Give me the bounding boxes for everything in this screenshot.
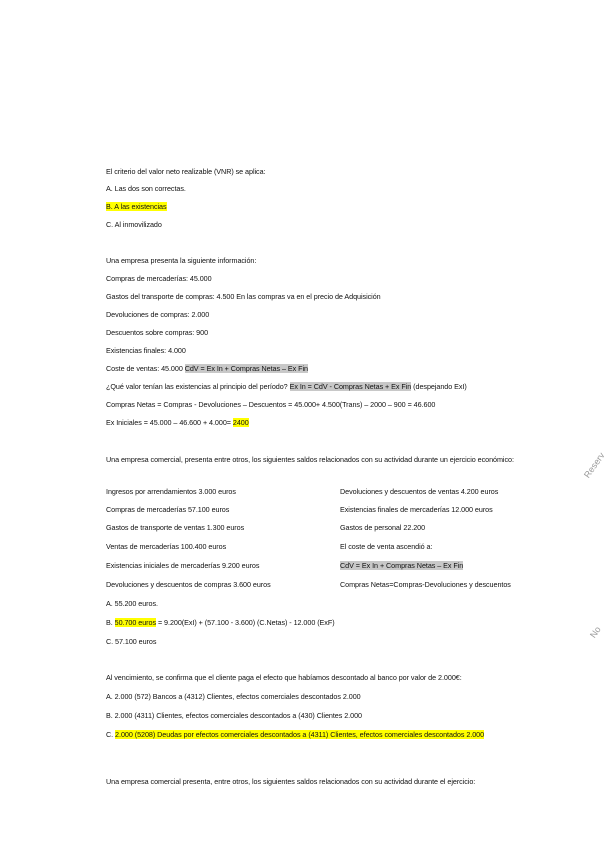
q3-left-5: Existencias iniciales de mercaderías 9.200 euros (106, 561, 260, 570)
q3-right-6: Compras Netas=Compras-Devoluciones y descuentos (340, 580, 511, 589)
q4-option-c-answer: 2.000 (5208) Deudas por efectos comerciales descontados a (4311) Clientes, efectos comerciales descontados 2.000 (115, 730, 485, 739)
q3-option-b-answer: 50.700 euros (114, 618, 157, 627)
q3-option-b-prefix: B. (106, 618, 115, 627)
q2-line-5: Existencias finales: 4.000 (106, 346, 186, 355)
q1-option-b (106, 202, 167, 211)
q2-cost-label: Coste de ventas: 45.000 (106, 364, 185, 373)
q1-option-c: C. Al inmovilizado (106, 220, 162, 229)
q3-left-3: Gastos de transporte de ventas 1.300 euros (106, 523, 245, 532)
q2-ask-line (106, 382, 467, 391)
q2-cost-formula: CdV = Ex In + Compras Netas – Ex Fin (184, 364, 308, 373)
q5-intro: Una empresa comercial presenta, entre otros, los siguientes saldos relacionados con su actividad durante el ejercicio: (106, 777, 476, 786)
q2-line-3: Devoluciones de compras: 2.000 (106, 310, 210, 319)
q3-right-5 (340, 561, 463, 570)
q3-option-b-calc: = 9.200(ExI) + (57.100 - 3.600) (C.Netas) - 12.000 (ExF) (156, 618, 335, 627)
watermark-text-1: Reserv (582, 450, 607, 480)
q3-right-1: Devoluciones y descuentos de ventas 4.200 euros (340, 487, 499, 496)
q3-right-4: El coste de venta ascendió a: (340, 542, 433, 551)
q2-line-1: Compras de mercaderías: 45.000 (106, 274, 212, 283)
watermark-text-2: No (588, 624, 603, 640)
q3-cdv-formula: CdV = Ex In + Compras Netas – Ex Fin (340, 561, 464, 570)
q2-ini-answer: 2400 (232, 418, 249, 427)
q2-netas: Compras Netas = Compras - Devoluciones – Descuentos = 45.000+ 4.500(Trans) – 2000 – 900 = 46.600 (106, 400, 436, 409)
q3-left-2: Compras de mercaderías 57.100 euros (106, 505, 230, 514)
q3-left-1: Ingresos por arrendamientos 3.000 euros (106, 487, 236, 496)
q4-option-b: B. 2.000 (4311) Clientes, efectos comerciales descontados a (430) Clientes 2.000 (106, 711, 362, 720)
q3-intro: Una empresa comercial, presenta entre otros, los siguientes saldos relacionados con su actividad durante un ejercicio económico: (106, 455, 514, 464)
q2-iniciales-line (106, 418, 249, 427)
q4-option-a: A. 2.000 (572) Bancos a (4312) Clientes, efectos comerciales descontados 2.000 (106, 692, 361, 701)
q2-ask-formula: Ex In = CdV - Compras Netas + Ex Fin (289, 382, 412, 391)
q2-line-2: Gastos del transporte de compras: 4.500 En las compras va en el precio de Adquisición (106, 292, 381, 301)
q2-ask-suffix: (despejando ExI) (411, 382, 467, 391)
q2-line-4: Descuentos sobre compras: 900 (106, 328, 209, 337)
q3-right-2: Existencias finales de mercaderías 12.000 euros (340, 505, 493, 514)
q4-intro: Al vencimiento, se confirma que el cliente paga el efecto que habíamos descontado al banco por valor de 2.000€: (106, 673, 462, 682)
q2-ini-prefix: Ex Iniciales = 45.000 – 46.600 + 4.000= (106, 418, 233, 427)
q2-cost-line (106, 364, 308, 373)
q1-option-a: A. Las dos son correctas. (106, 184, 186, 193)
q4-option-c-prefix: C. (106, 730, 116, 739)
q2-intro: Una empresa presenta la siguiente información: (106, 256, 257, 265)
q3-option-a: A. 55.200 euros. (106, 599, 158, 608)
q3-option-c: C. 57.100 euros (106, 637, 157, 646)
q4-option-c (106, 730, 516, 739)
q3-left-6: Devoluciones y descuentos de compras 3.600 euros (106, 580, 271, 589)
q3-option-b (106, 618, 335, 627)
q3-right-3: Gastos de personal 22.200 (340, 523, 426, 532)
q3-left-4: Ventas de mercaderías 100.400 euros (106, 542, 227, 551)
q1-question: El criterio del valor neto realizable (VNR) se aplica: (106, 167, 266, 176)
q1-option-b-highlight: B. A las existencias (106, 202, 167, 211)
q2-ask-prefix: ¿Qué valor tenían las existencias al principio del período? (106, 382, 290, 391)
